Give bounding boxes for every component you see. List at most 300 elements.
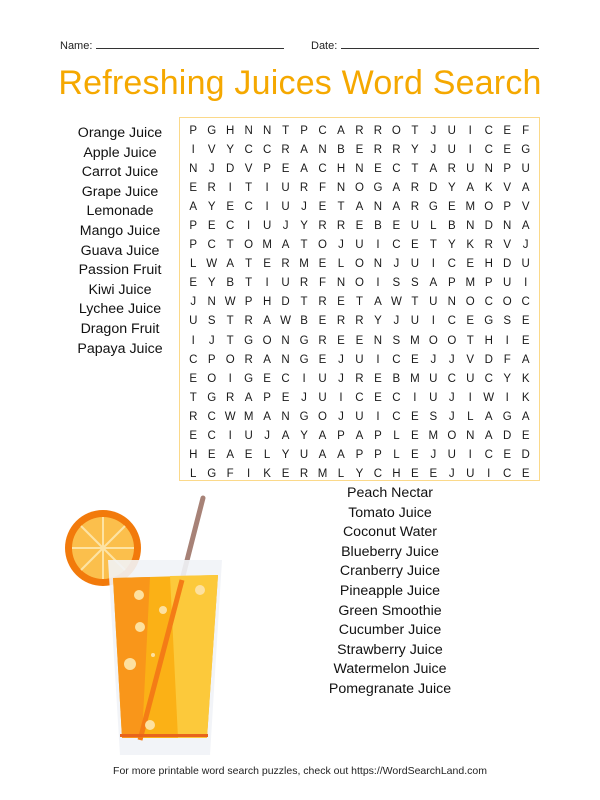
grid-cell[interactable]: N	[281, 410, 290, 423]
grid-cell[interactable]: T	[189, 391, 197, 404]
grid-cell[interactable]: L	[467, 410, 474, 423]
grid-cell[interactable]: J	[301, 391, 307, 404]
grid-cell[interactable]: V	[521, 200, 530, 213]
grid-cell[interactable]: C	[484, 372, 493, 385]
grid-cell[interactable]: I	[376, 277, 380, 290]
grid-cell[interactable]: F	[319, 277, 327, 290]
grid-cell[interactable]: U	[521, 258, 530, 271]
grid-cell[interactable]: F	[226, 468, 234, 481]
grid-cell[interactable]: G	[207, 124, 217, 137]
grid-cell[interactable]: I	[505, 391, 509, 404]
grid-cell[interactable]: A	[263, 353, 271, 366]
grid-cell[interactable]: A	[355, 430, 364, 443]
grid-cell[interactable]: T	[429, 239, 437, 252]
grid-cell[interactable]: A	[300, 162, 308, 175]
grid-cell[interactable]: I	[431, 258, 435, 271]
grid-cell[interactable]: E	[503, 449, 512, 462]
grid-cell[interactable]: Y	[374, 315, 382, 328]
grid-cell[interactable]: I	[191, 334, 195, 347]
grid-cell[interactable]: W	[224, 296, 236, 309]
grid-cell[interactable]: E	[411, 430, 419, 443]
grid-cell[interactable]: C	[373, 468, 383, 481]
grid-cell[interactable]: T	[411, 162, 419, 175]
grid-cell[interactable]: C	[226, 220, 235, 233]
grid-cell[interactable]: W	[483, 391, 495, 404]
grid-cell[interactable]: R	[355, 315, 364, 328]
grid-cell[interactable]: J	[448, 391, 455, 404]
grid-cell[interactable]: K	[521, 372, 530, 385]
grid-cell[interactable]: U	[281, 181, 290, 194]
grid-cell[interactable]: E	[411, 353, 419, 366]
grid-cell[interactable]: T	[226, 239, 234, 252]
grid-cell[interactable]: P	[263, 391, 271, 404]
grid-cell[interactable]: U	[244, 430, 253, 443]
grid-cell[interactable]: A	[429, 162, 438, 175]
grid-cell[interactable]: I	[431, 315, 435, 328]
grid-cell[interactable]: R	[373, 124, 383, 137]
grid-cell[interactable]: I	[468, 124, 472, 137]
grid-cell[interactable]: L	[393, 449, 400, 462]
grid-cell[interactable]: M	[465, 277, 476, 290]
grid-cell[interactable]: G	[244, 334, 254, 347]
grid-cell[interactable]: O	[502, 296, 512, 309]
grid-cell[interactable]: N	[373, 334, 383, 347]
grid-cell[interactable]: P	[189, 220, 198, 233]
grid-cell[interactable]: C	[392, 410, 401, 423]
grid-cell[interactable]: A	[263, 410, 271, 423]
grid-cell[interactable]: G	[207, 391, 217, 404]
grid-cell[interactable]: F	[319, 181, 327, 194]
grid-cell[interactable]: M	[428, 430, 439, 443]
grid-cell[interactable]: C	[318, 124, 327, 137]
grid-cell[interactable]: D	[484, 220, 493, 233]
grid-cell[interactable]: B	[374, 220, 382, 233]
grid-cell[interactable]: I	[524, 277, 528, 290]
grid-cell[interactable]: A	[263, 315, 271, 328]
grid-cell[interactable]: A	[521, 181, 530, 194]
grid-cell[interactable]: U	[466, 162, 475, 175]
grid-cell[interactable]: H	[336, 162, 346, 175]
grid-cell[interactable]: A	[374, 296, 382, 309]
grid-cell[interactable]: U	[447, 124, 456, 137]
grid-cell[interactable]: U	[521, 162, 530, 175]
name-field[interactable]	[60, 38, 284, 52]
grid-cell[interactable]: A	[337, 449, 345, 462]
grid-cell[interactable]: G	[299, 410, 309, 423]
grid-cell[interactable]: L	[337, 468, 345, 481]
grid-cell[interactable]: C	[355, 391, 364, 404]
grid-cell[interactable]: E	[244, 449, 253, 462]
grid-cell[interactable]: J	[448, 468, 455, 481]
grid-cell[interactable]: N	[336, 181, 346, 194]
grid-cell[interactable]: U	[281, 277, 290, 290]
grid-cell[interactable]: S	[392, 277, 401, 290]
grid-cell[interactable]: Y	[411, 143, 419, 156]
grid-cell[interactable]: J	[208, 162, 215, 175]
grid-cell[interactable]: C	[244, 143, 253, 156]
grid-cell[interactable]: T	[300, 239, 308, 252]
grid-cell[interactable]: E	[337, 334, 345, 347]
grid-cell[interactable]: S	[392, 334, 401, 347]
grid-cell[interactable]: I	[228, 372, 232, 385]
grid-cell[interactable]: E	[281, 468, 290, 481]
grid-cell[interactable]: M	[410, 334, 420, 347]
grid-cell[interactable]: N	[503, 220, 512, 233]
grid-cell[interactable]: A	[521, 353, 530, 366]
grid-cell[interactable]: P	[374, 430, 382, 443]
grid-cell[interactable]: E	[189, 181, 198, 194]
grid-cell[interactable]: U	[466, 468, 475, 481]
grid-cell[interactable]: U	[447, 449, 456, 462]
grid-cell[interactable]: I	[339, 391, 343, 404]
grid-cell[interactable]: O	[207, 372, 217, 385]
grid-cell[interactable]: R	[299, 181, 309, 194]
grid-cell[interactable]: I	[376, 410, 380, 423]
grid-cell[interactable]: N	[281, 353, 290, 366]
grid-cell[interactable]: G	[299, 334, 309, 347]
grid-cell[interactable]: E	[281, 162, 290, 175]
grid-cell[interactable]: P	[484, 277, 493, 290]
grid-cell[interactable]: R	[447, 162, 456, 175]
grid-cell[interactable]: K	[466, 239, 475, 252]
grid-cell[interactable]: U	[189, 315, 198, 328]
grid-cell[interactable]: E	[263, 372, 271, 385]
grid-cell[interactable]: A	[226, 449, 234, 462]
grid-cell[interactable]: I	[487, 468, 491, 481]
grid-cell[interactable]: R	[281, 143, 290, 156]
grid-cell[interactable]: O	[465, 296, 475, 309]
grid-cell[interactable]: P	[244, 296, 253, 309]
grid-cell[interactable]: J	[301, 200, 307, 213]
grid-cell[interactable]: Y	[300, 220, 308, 233]
grid-cell[interactable]: J	[264, 430, 270, 443]
grid-cell[interactable]: V	[503, 181, 512, 194]
grid-cell[interactable]: C	[392, 353, 401, 366]
grid-cell[interactable]: A	[484, 430, 493, 443]
grid-cell[interactable]: F	[522, 124, 530, 137]
grid-cell[interactable]: A	[466, 181, 475, 194]
date-field[interactable]	[311, 38, 539, 52]
grid-cell[interactable]: J	[190, 296, 197, 309]
grid-cell[interactable]: E	[411, 410, 419, 423]
grid-cell[interactable]: P	[374, 449, 382, 462]
grid-cell[interactable]: R	[244, 353, 253, 366]
grid-cell[interactable]: J	[393, 315, 400, 328]
grid-cell[interactable]: U	[410, 258, 420, 271]
grid-cell[interactable]: R	[244, 315, 253, 328]
grid-cell[interactable]: A	[189, 200, 198, 213]
grid-cell[interactable]: Y	[503, 372, 512, 385]
grid-cell[interactable]: I	[265, 181, 269, 194]
grid-cell[interactable]: R	[484, 239, 493, 252]
name-line[interactable]	[96, 38, 284, 49]
grid-cell[interactable]: E	[521, 430, 530, 443]
grid-cell[interactable]: P	[263, 162, 271, 175]
grid-cell[interactable]: M	[243, 410, 254, 423]
grid-cell[interactable]: E	[189, 277, 198, 290]
grid-cell[interactable]: P	[189, 124, 198, 137]
grid-cell[interactable]: D	[503, 430, 512, 443]
grid-cell[interactable]: Y	[207, 200, 216, 213]
grid-cell[interactable]: I	[413, 391, 417, 404]
grid-cell[interactable]: C	[392, 239, 401, 252]
grid-cell[interactable]: R	[318, 220, 327, 233]
grid-cell[interactable]: E	[447, 200, 456, 213]
grid-cell[interactable]: I	[302, 372, 306, 385]
grid-cell[interactable]: U	[447, 143, 456, 156]
grid-cell[interactable]: K	[521, 391, 530, 404]
grid-cell[interactable]: Y	[355, 468, 364, 481]
grid-cell[interactable]: A	[300, 143, 308, 156]
grid-cell[interactable]: J	[522, 239, 529, 252]
grid-cell[interactable]: I	[265, 200, 269, 213]
grid-cell[interactable]: T	[411, 296, 419, 309]
grid-cell[interactable]: E	[337, 296, 345, 309]
grid-cell[interactable]: P	[207, 353, 216, 366]
grid-cell[interactable]: D	[429, 181, 438, 194]
grid-cell[interactable]: T	[337, 200, 345, 213]
grid-cell[interactable]: U	[355, 353, 364, 366]
grid-cell[interactable]: C	[447, 372, 456, 385]
grid-cell[interactable]: U	[299, 449, 309, 462]
grid-cell[interactable]: O	[262, 334, 272, 347]
grid-cell[interactable]: A	[429, 277, 438, 290]
grid-cell[interactable]: U	[318, 391, 327, 404]
grid-cell[interactable]: D	[281, 296, 290, 309]
grid-cell[interactable]: E	[281, 391, 290, 404]
grid-cell[interactable]: I	[228, 181, 232, 194]
grid-cell[interactable]: C	[207, 430, 216, 443]
grid-cell[interactable]: G	[299, 353, 309, 366]
grid-cell[interactable]: I	[376, 353, 380, 366]
grid-cell[interactable]: U	[429, 391, 438, 404]
grid-cell[interactable]: O	[354, 277, 364, 290]
grid-cell[interactable]: H	[189, 449, 198, 462]
grid-cell[interactable]: C	[484, 143, 493, 156]
grid-cell[interactable]: N	[318, 143, 327, 156]
grid-cell[interactable]: C	[447, 315, 456, 328]
grid-cell[interactable]: N	[355, 162, 364, 175]
grid-cell[interactable]: Y	[281, 449, 290, 462]
grid-cell[interactable]: M	[410, 372, 420, 385]
grid-cell[interactable]: A	[355, 200, 364, 213]
grid-cell[interactable]: L	[430, 220, 437, 233]
grid-cell[interactable]: G	[484, 315, 494, 328]
grid-cell[interactable]: N	[373, 258, 383, 271]
grid-cell[interactable]: C	[447, 258, 456, 271]
grid-cell[interactable]: E	[411, 239, 419, 252]
grid-cell[interactable]: C	[244, 200, 253, 213]
grid-cell[interactable]: U	[281, 200, 290, 213]
grid-cell[interactable]: E	[355, 220, 364, 233]
grid-cell[interactable]: H	[392, 468, 401, 481]
grid-cell[interactable]: R	[299, 277, 309, 290]
grid-cell[interactable]: J	[338, 353, 344, 366]
grid-cell[interactable]: S	[207, 315, 216, 328]
grid-cell[interactable]: A	[318, 449, 327, 462]
grid-cell[interactable]: J	[448, 410, 455, 423]
grid-cell[interactable]: I	[376, 239, 380, 252]
grid-cell[interactable]: N	[373, 200, 383, 213]
grid-cell[interactable]: R	[355, 124, 364, 137]
grid-cell[interactable]: E	[226, 200, 234, 213]
grid-cell[interactable]: A	[392, 200, 401, 213]
grid-cell[interactable]: U	[355, 239, 364, 252]
grid-cell[interactable]: G	[207, 468, 217, 481]
grid-cell[interactable]: K	[484, 181, 493, 194]
grid-cell[interactable]: I	[247, 468, 251, 481]
grid-cell[interactable]: E	[521, 334, 530, 347]
grid-cell[interactable]: R	[355, 372, 364, 385]
grid-cell[interactable]: B	[447, 220, 456, 233]
grid-cell[interactable]: E	[521, 468, 530, 481]
grid-cell[interactable]: A	[521, 410, 530, 423]
grid-cell[interactable]: A	[226, 258, 234, 271]
grid-cell[interactable]: U	[262, 220, 272, 233]
grid-cell[interactable]: A	[337, 124, 345, 137]
grid-cell[interactable]: H	[484, 258, 493, 271]
grid-cell[interactable]: O	[244, 239, 254, 252]
grid-cell[interactable]: E	[466, 315, 475, 328]
grid-cell[interactable]: N	[281, 334, 290, 347]
grid-cell[interactable]: E	[355, 143, 364, 156]
grid-cell[interactable]: R	[392, 143, 401, 156]
grid-cell[interactable]: U	[429, 372, 438, 385]
grid-cell[interactable]: T	[245, 181, 253, 194]
grid-cell[interactable]: J	[338, 239, 344, 252]
grid-cell[interactable]: C	[318, 162, 327, 175]
grid-cell[interactable]: Y	[447, 181, 456, 194]
grid-cell[interactable]: J	[448, 353, 455, 366]
grid-cell[interactable]: L	[190, 468, 197, 481]
grid-cell[interactable]: E	[318, 315, 327, 328]
grid-cell[interactable]: R	[410, 181, 420, 194]
grid-cell[interactable]: T	[245, 277, 253, 290]
grid-cell[interactable]: G	[373, 181, 383, 194]
grid-cell[interactable]: T	[282, 124, 290, 137]
grid-cell[interactable]: D	[484, 353, 493, 366]
grid-cell[interactable]: N	[207, 296, 216, 309]
grid-cell[interactable]: E	[318, 200, 327, 213]
grid-cell[interactable]: B	[392, 372, 401, 385]
grid-cell[interactable]: V	[244, 162, 253, 175]
grid-cell[interactable]: E	[189, 372, 198, 385]
grid-cell[interactable]: J	[393, 258, 400, 271]
grid-cell[interactable]: E	[411, 449, 419, 462]
grid-cell[interactable]: A	[281, 239, 290, 252]
grid-cell[interactable]: N	[244, 124, 253, 137]
grid-cell[interactable]: P	[503, 162, 512, 175]
grid-cell[interactable]: D	[521, 449, 530, 462]
grid-cell[interactable]: O	[318, 410, 327, 423]
grid-cell[interactable]: C	[484, 124, 493, 137]
grid-cell[interactable]: E	[207, 449, 216, 462]
grid-cell[interactable]: E	[318, 353, 327, 366]
grid-cell[interactable]: B	[337, 143, 345, 156]
grid-cell[interactable]: M	[262, 239, 272, 252]
grid-cell[interactable]: O	[484, 200, 494, 213]
grid-cell[interactable]: C	[484, 296, 493, 309]
grid-cell[interactable]: N	[262, 124, 272, 137]
grid-cell[interactable]: G	[244, 372, 254, 385]
grid-cell[interactable]: U	[410, 315, 420, 328]
grid-cell[interactable]: U	[503, 277, 512, 290]
grid-cell[interactable]: L	[393, 430, 400, 443]
grid-cell[interactable]: J	[430, 353, 437, 366]
grid-cell[interactable]: R	[226, 391, 235, 404]
grid-cell[interactable]: I	[468, 391, 472, 404]
grid-cell[interactable]: F	[503, 353, 511, 366]
grid-cell[interactable]: R	[410, 200, 420, 213]
grid-cell[interactable]: U	[466, 372, 475, 385]
grid-cell[interactable]: D	[226, 162, 235, 175]
grid-cell[interactable]: V	[503, 239, 512, 252]
grid-cell[interactable]: D	[503, 258, 512, 271]
grid-cell[interactable]: I	[265, 277, 269, 290]
grid-cell[interactable]: T	[226, 315, 234, 328]
grid-cell[interactable]: O	[225, 353, 235, 366]
grid-cell[interactable]: A	[244, 391, 253, 404]
grid-cell[interactable]: E	[411, 468, 419, 481]
grid-cell[interactable]: U	[410, 220, 420, 233]
grid-cell[interactable]: J	[282, 220, 289, 233]
grid-cell[interactable]: O	[447, 334, 457, 347]
grid-cell[interactable]: N	[447, 296, 456, 309]
grid-cell[interactable]: U	[429, 296, 438, 309]
grid-cell[interactable]: O	[447, 430, 457, 443]
grid-cell[interactable]: I	[468, 449, 472, 462]
grid-cell[interactable]: T	[466, 334, 474, 347]
grid-cell[interactable]: J	[430, 143, 437, 156]
grid-cell[interactable]: A	[521, 220, 530, 233]
grid-cell[interactable]: C	[189, 353, 198, 366]
grid-cell[interactable]: E	[355, 334, 364, 347]
grid-cell[interactable]: W	[280, 315, 291, 328]
grid-cell[interactable]: R	[336, 220, 346, 233]
grid-cell[interactable]: H	[262, 296, 272, 309]
grid-cell[interactable]: C	[392, 162, 401, 175]
grid-cell[interactable]: S	[503, 315, 512, 328]
grid-cell[interactable]: P	[503, 200, 512, 213]
grid-cell[interactable]: E	[521, 315, 530, 328]
grid-cell[interactable]: C	[392, 391, 401, 404]
grid-cell[interactable]: T	[300, 296, 308, 309]
grid-cell[interactable]: L	[337, 258, 345, 271]
grid-cell[interactable]: T	[355, 296, 363, 309]
grid-cell[interactable]: J	[430, 449, 437, 462]
grid-cell[interactable]: U	[355, 410, 364, 423]
grid-cell[interactable]: R	[299, 468, 309, 481]
grid-cell[interactable]: N	[466, 430, 475, 443]
date-line[interactable]	[341, 38, 539, 49]
grid-cell[interactable]: R	[318, 296, 327, 309]
grid-cell[interactable]: C	[207, 239, 216, 252]
grid-cell[interactable]: K	[263, 468, 271, 481]
grid-cell[interactable]: O	[318, 239, 327, 252]
grid-cell[interactable]: N	[336, 277, 346, 290]
grid-cell[interactable]: P	[189, 239, 198, 252]
grid-cell[interactable]: P	[337, 430, 345, 443]
grid-cell[interactable]: G	[502, 410, 512, 423]
grid-cell[interactable]: O	[354, 258, 364, 271]
grid-cell[interactable]: I	[468, 143, 472, 156]
grid-cell[interactable]: P	[447, 277, 456, 290]
grid-cell[interactable]: E	[374, 391, 382, 404]
grid-cell[interactable]: R	[373, 143, 383, 156]
grid-cell[interactable]: W	[206, 258, 218, 271]
grid-cell[interactable]: E	[374, 162, 382, 175]
grid-cell[interactable]: E	[263, 258, 271, 271]
